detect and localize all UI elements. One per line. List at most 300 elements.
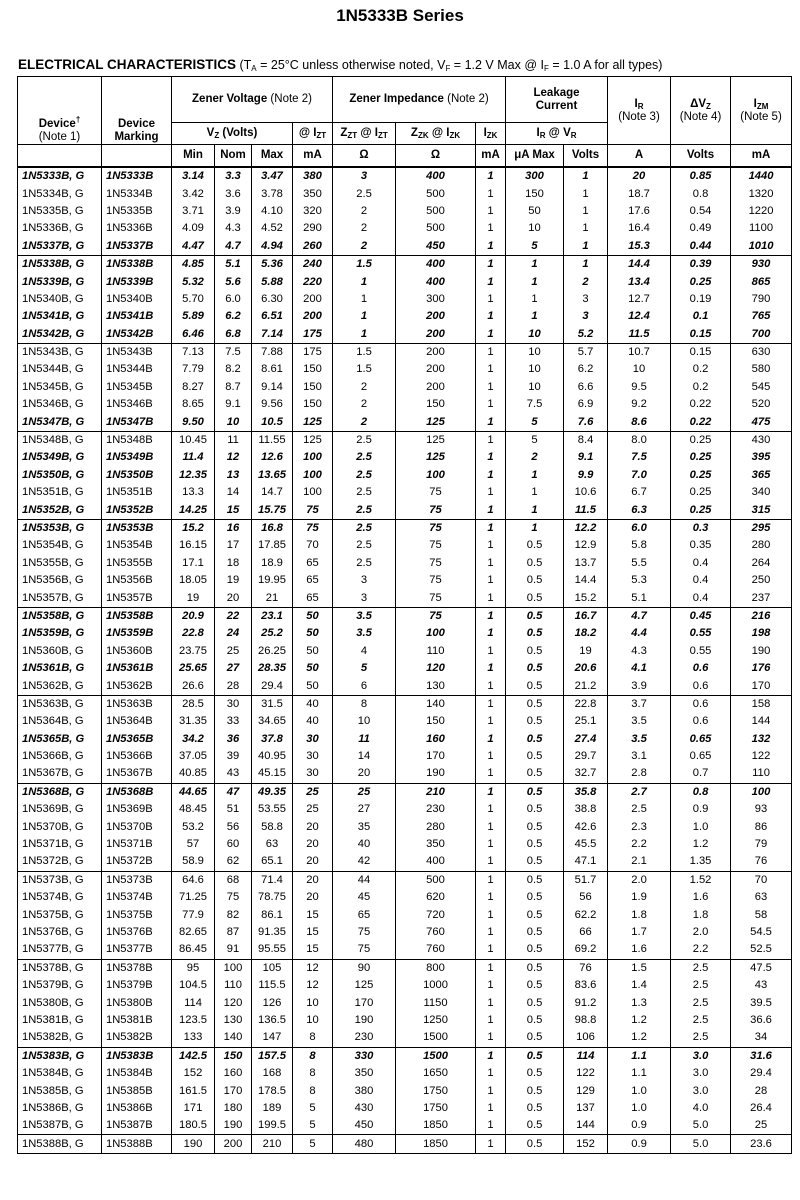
cell-zzk: 140 xyxy=(396,695,476,713)
table-row xyxy=(18,660,792,677)
cell-vz-max: 95.55 xyxy=(252,941,293,959)
cell-izk: 1 xyxy=(476,765,506,783)
table-row xyxy=(18,1117,792,1135)
cell-izt: 70 xyxy=(293,537,333,554)
cell-marking: 1N5342B xyxy=(102,326,172,344)
cell-vz-min: 95 xyxy=(172,959,215,977)
cell-vz-min: 142.5 xyxy=(172,1047,215,1065)
cell-zzt: 2 xyxy=(333,238,396,256)
cell-device: 1N5375B, G xyxy=(18,906,102,923)
cell-dvz: 0.8 xyxy=(671,783,731,801)
cell-zzt: 125 xyxy=(333,977,396,994)
cell-vz-nom: 200 xyxy=(215,1135,252,1153)
cell-ir-ua: 0.5 xyxy=(506,871,564,889)
cell-vz-min: 5.70 xyxy=(172,291,215,308)
cell-izt: 65 xyxy=(293,589,333,607)
cell-ir-a: 1.1 xyxy=(608,1065,671,1082)
cell-ir-ua: 1 xyxy=(506,308,564,325)
cell-ir-a: 12.7 xyxy=(608,291,671,308)
cell-ir-ua: 0.5 xyxy=(506,853,564,871)
cell-dvz: 0.2 xyxy=(671,379,731,396)
cell-dvz: 0.15 xyxy=(671,326,731,344)
cell-ir-a: 3.1 xyxy=(608,748,671,765)
cell-marking: 1N5385B xyxy=(102,1082,172,1099)
cell-ir-a: 9.2 xyxy=(608,396,671,413)
cell-ir-ua: 0.5 xyxy=(506,1047,564,1065)
cell-vz-max: 189 xyxy=(252,1100,293,1117)
cell-device: 1N5387B, G xyxy=(18,1117,102,1135)
cell-ir-ua: 0.5 xyxy=(506,625,564,642)
cell-vz-nom: 7.5 xyxy=(215,343,252,361)
cell-vz-nom: 19 xyxy=(215,572,252,589)
cell-izk: 1 xyxy=(476,555,506,572)
cell-izt: 50 xyxy=(293,643,333,660)
cell-marking: 1N5362B xyxy=(102,677,172,695)
cell-vr: 66 xyxy=(564,924,608,941)
cell-marking: 1N5377B xyxy=(102,941,172,959)
cell-vz-max: 10.5 xyxy=(252,413,293,431)
cell-device: 1N5360B, G xyxy=(18,643,102,660)
cell-ir-a: 1.2 xyxy=(608,1029,671,1047)
cell-ir-ua: 1 xyxy=(506,467,564,484)
cell-vz-max: 157.5 xyxy=(252,1047,293,1065)
cell-vz-nom: 16 xyxy=(215,519,252,537)
unit-izk: mA xyxy=(476,145,506,168)
cell-zzt: 2.5 xyxy=(333,185,396,202)
header-ir: $I_R$ (Note 3) xyxy=(608,77,671,145)
cell-vz-nom: 4.3 xyxy=(215,220,252,237)
cell-izk: 1 xyxy=(476,572,506,589)
cell-izt: 20 xyxy=(293,871,333,889)
cell-izk: 1 xyxy=(476,238,506,256)
cell-ir-a: 10 xyxy=(608,361,671,378)
cell-vr: 6.9 xyxy=(564,396,608,413)
page-title: 1N5333B Series xyxy=(336,6,464,25)
cell-vr: 106 xyxy=(564,1029,608,1047)
cell-vz-nom: 170 xyxy=(215,1082,252,1099)
cell-izt: 50 xyxy=(293,607,333,625)
cell-zzt: 10 xyxy=(333,713,396,730)
table-row xyxy=(18,501,792,519)
table-row xyxy=(18,871,792,889)
cell-izm: 25 xyxy=(731,1117,792,1135)
cell-izk: 1 xyxy=(476,519,506,537)
cell-vr: 45.5 xyxy=(564,836,608,853)
cell-marking: 1N5336B xyxy=(102,220,172,237)
cell-zzk: 200 xyxy=(396,343,476,361)
cell-izm: 340 xyxy=(731,484,792,501)
cell-vr: 14.4 xyxy=(564,572,608,589)
cell-izk: 1 xyxy=(476,1117,506,1135)
cell-izk: 1 xyxy=(476,713,506,730)
table-row xyxy=(18,238,792,256)
cell-izk: 1 xyxy=(476,871,506,889)
cell-izt: 25 xyxy=(293,801,333,818)
cell-izm: 52.5 xyxy=(731,941,792,959)
cell-device: 1N5363B, G xyxy=(18,695,102,713)
table-row xyxy=(18,589,792,607)
cell-izm: 430 xyxy=(731,431,792,449)
cell-vz-min: 77.9 xyxy=(172,906,215,923)
header-ir-at-vr: $I_R$ @ $V_R$ xyxy=(506,123,608,145)
cell-izt: 40 xyxy=(293,713,333,730)
cell-dvz: 1.8 xyxy=(671,906,731,923)
cell-ir-a: 10.7 xyxy=(608,343,671,361)
cell-izm: 930 xyxy=(731,255,792,273)
cell-marking: 1N5337B xyxy=(102,238,172,256)
cell-ir-a: 14.4 xyxy=(608,255,671,273)
cell-device: 1N5355B, G xyxy=(18,555,102,572)
cell-dvz: 0.55 xyxy=(671,625,731,642)
unit-vr: Volts xyxy=(564,145,608,168)
cell-vz-max: 6.51 xyxy=(252,308,293,325)
cell-izt: 12 xyxy=(293,959,333,977)
cell-vz-nom: 130 xyxy=(215,1012,252,1029)
cell-izk: 1 xyxy=(476,501,506,519)
cell-izm: 237 xyxy=(731,589,792,607)
cell-marking: 1N5371B xyxy=(102,836,172,853)
cell-vz-nom: 3.3 xyxy=(215,167,252,185)
cell-ir-ua: 1 xyxy=(506,484,564,501)
cell-vz-nom: 120 xyxy=(215,994,252,1011)
cell-ir-a: 5.8 xyxy=(608,537,671,554)
cell-ir-a: 17.6 xyxy=(608,203,671,220)
cell-izm: 100 xyxy=(731,783,792,801)
cell-izt: 320 xyxy=(293,203,333,220)
cell-ir-ua: 0.5 xyxy=(506,959,564,977)
cell-ir-a: 1.2 xyxy=(608,1012,671,1029)
cell-vr: 7.6 xyxy=(564,413,608,431)
cell-vz-max: 178.5 xyxy=(252,1082,293,1099)
cell-vr: 51.7 xyxy=(564,871,608,889)
cell-vz-max: 136.5 xyxy=(252,1012,293,1029)
cell-zzt: 20 xyxy=(333,765,396,783)
cell-vz-max: 31.5 xyxy=(252,695,293,713)
cell-izm: 190 xyxy=(731,643,792,660)
cell-zzt: 6 xyxy=(333,677,396,695)
cell-marking: 1N5360B xyxy=(102,643,172,660)
cell-izk: 1 xyxy=(476,906,506,923)
cell-vz-min: 180.5 xyxy=(172,1117,215,1135)
cell-vz-min: 123.5 xyxy=(172,1012,215,1029)
cell-ir-a: 7.5 xyxy=(608,449,671,466)
cell-marking: 1N5339B xyxy=(102,273,172,290)
cell-device: 1N5383B, G xyxy=(18,1047,102,1065)
cell-vr: 122 xyxy=(564,1065,608,1082)
cell-zzk: 1750 xyxy=(396,1082,476,1099)
cell-vz-max: 5.88 xyxy=(252,273,293,290)
cell-izm: 34 xyxy=(731,1029,792,1047)
cell-izm: 26.4 xyxy=(731,1100,792,1117)
cell-izk: 1 xyxy=(476,977,506,994)
cell-device: 1N5365B, G xyxy=(18,731,102,748)
cell-ir-ua: 0.5 xyxy=(506,994,564,1011)
table-row xyxy=(18,677,792,695)
cell-marking: 1N5363B xyxy=(102,695,172,713)
cell-zzk: 190 xyxy=(396,765,476,783)
cell-vz-min: 19 xyxy=(172,589,215,607)
cell-izm: 76 xyxy=(731,853,792,871)
cell-izm: 295 xyxy=(731,519,792,537)
cell-izm: 176 xyxy=(731,660,792,677)
cell-izm: 395 xyxy=(731,449,792,466)
cell-vz-nom: 91 xyxy=(215,941,252,959)
cell-izk: 1 xyxy=(476,924,506,941)
cell-marking: 1N5347B xyxy=(102,413,172,431)
cell-izk: 1 xyxy=(476,361,506,378)
cell-izm: 1010 xyxy=(731,238,792,256)
cell-device: 1N5380B, G xyxy=(18,994,102,1011)
cell-ir-ua: 0.5 xyxy=(506,1100,564,1117)
cell-vr: 137 xyxy=(564,1100,608,1117)
caption-cond-open: (T xyxy=(236,58,252,72)
cell-ir-a: 3.5 xyxy=(608,713,671,730)
cell-zzk: 1500 xyxy=(396,1047,476,1065)
cell-vz-min: 15.2 xyxy=(172,519,215,537)
cell-ir-a: 3.5 xyxy=(608,731,671,748)
header-izm: $I_{ZM}$ (Note 5) xyxy=(731,77,792,145)
cell-izk: 1 xyxy=(476,695,506,713)
cell-vz-max: 7.14 xyxy=(252,326,293,344)
cell-vz-min: 22.8 xyxy=(172,625,215,642)
cell-izk: 1 xyxy=(476,273,506,290)
cell-vz-max: 7.88 xyxy=(252,343,293,361)
cell-zzk: 75 xyxy=(396,589,476,607)
cell-vz-max: 71.4 xyxy=(252,871,293,889)
cell-zzt: 2 xyxy=(333,220,396,237)
cell-marking: 1N5349B xyxy=(102,449,172,466)
cell-izk: 1 xyxy=(476,783,506,801)
cell-vz-max: 4.10 xyxy=(252,203,293,220)
cell-vz-min: 8.27 xyxy=(172,379,215,396)
cell-dvz: 0.9 xyxy=(671,801,731,818)
cell-vz-nom: 9.1 xyxy=(215,396,252,413)
cell-izm: 365 xyxy=(731,467,792,484)
cell-ir-a: 2.0 xyxy=(608,871,671,889)
cell-marking: 1N5352B xyxy=(102,501,172,519)
cell-ir-a: 20 xyxy=(608,167,671,185)
cell-vz-min: 171 xyxy=(172,1100,215,1117)
cell-zzt: 1 xyxy=(333,308,396,325)
cell-vz-nom: 190 xyxy=(215,1117,252,1135)
cell-ir-a: 8.0 xyxy=(608,431,671,449)
cell-zzt: 2 xyxy=(333,379,396,396)
cell-device: 1N5364B, G xyxy=(18,713,102,730)
cell-dvz: 0.65 xyxy=(671,748,731,765)
unit-nom: Nom xyxy=(215,145,252,168)
cell-ir-a: 4.4 xyxy=(608,625,671,642)
cell-ir-a: 1.0 xyxy=(608,1100,671,1117)
cell-device: 1N5352B, G xyxy=(18,501,102,519)
cell-marking: 1N5338B xyxy=(102,255,172,273)
cell-vz-max: 23.1 xyxy=(252,607,293,625)
cell-vz-min: 57 xyxy=(172,836,215,853)
cell-ir-a: 15.3 xyxy=(608,238,671,256)
cell-izk: 1 xyxy=(476,589,506,607)
cell-izk: 1 xyxy=(476,167,506,185)
cell-marking: 1N5368B xyxy=(102,783,172,801)
cell-zzt: 2.5 xyxy=(333,519,396,537)
cell-zzk: 200 xyxy=(396,308,476,325)
cell-ir-ua: 0.5 xyxy=(506,713,564,730)
cell-zzk: 400 xyxy=(396,273,476,290)
cell-izm: 1320 xyxy=(731,185,792,202)
cell-izk: 1 xyxy=(476,203,506,220)
cell-vz-max: 26.25 xyxy=(252,643,293,660)
cell-dvz: 2.0 xyxy=(671,924,731,941)
cell-marking: 1N5350B xyxy=(102,467,172,484)
cell-marking: 1N5369B xyxy=(102,801,172,818)
header-zener-voltage: Zener Voltage (Note 2) xyxy=(172,77,333,123)
cell-izk: 1 xyxy=(476,1082,506,1099)
cell-vz-max: 199.5 xyxy=(252,1117,293,1135)
cell-vr: 1 xyxy=(564,167,608,185)
table-row xyxy=(18,818,792,835)
cell-ir-ua: 0.5 xyxy=(506,695,564,713)
table-row xyxy=(18,607,792,625)
cell-dvz: 3.0 xyxy=(671,1065,731,1082)
cell-zzt: 2.5 xyxy=(333,449,396,466)
cell-zzk: 160 xyxy=(396,731,476,748)
cell-marking: 1N5346B xyxy=(102,396,172,413)
cell-izk: 1 xyxy=(476,1012,506,1029)
cell-izm: 580 xyxy=(731,361,792,378)
cell-ir-ua: 0.5 xyxy=(506,677,564,695)
cell-vr: 152 xyxy=(564,1135,608,1153)
cell-vr: 6.2 xyxy=(564,361,608,378)
cell-vz-min: 26.6 xyxy=(172,677,215,695)
cell-device: 1N5384B, G xyxy=(18,1065,102,1082)
cell-ir-a: 2.7 xyxy=(608,783,671,801)
cell-izm: 1220 xyxy=(731,203,792,220)
cell-vz-max: 53.55 xyxy=(252,801,293,818)
cell-ir-a: 6.0 xyxy=(608,519,671,537)
cell-device: 1N5334B, G xyxy=(18,185,102,202)
cell-vr: 20.6 xyxy=(564,660,608,677)
cell-vz-min: 28.5 xyxy=(172,695,215,713)
cell-vr: 27.4 xyxy=(564,731,608,748)
cell-izm: 765 xyxy=(731,308,792,325)
cell-ir-ua: 0.5 xyxy=(506,643,564,660)
cell-izt: 8 xyxy=(293,1029,333,1047)
cell-vr: 6.6 xyxy=(564,379,608,396)
cell-zzt: 3.5 xyxy=(333,625,396,642)
cell-zzk: 800 xyxy=(396,959,476,977)
cell-zzk: 150 xyxy=(396,713,476,730)
cell-marking: 1N5383B xyxy=(102,1047,172,1065)
cell-zzk: 1650 xyxy=(396,1065,476,1082)
cell-zzt: 3 xyxy=(333,167,396,185)
table-row xyxy=(18,1065,792,1082)
cell-marking: 1N5367B xyxy=(102,765,172,783)
cell-ir-ua: 5 xyxy=(506,431,564,449)
cell-vz-nom: 28 xyxy=(215,677,252,695)
cell-ir-a: 4.3 xyxy=(608,643,671,660)
cell-device: 1N5341B, G xyxy=(18,308,102,325)
cell-vr: 91.2 xyxy=(564,994,608,1011)
cell-izm: 29.4 xyxy=(731,1065,792,1082)
table-row xyxy=(18,379,792,396)
cell-marking: 1N5341B xyxy=(102,308,172,325)
cell-marking: 1N5340B xyxy=(102,291,172,308)
cell-vz-min: 6.46 xyxy=(172,326,215,344)
cell-vz-nom: 82 xyxy=(215,906,252,923)
cell-zzk: 760 xyxy=(396,924,476,941)
cell-vz-min: 3.42 xyxy=(172,185,215,202)
cell-vz-max: 115.5 xyxy=(252,977,293,994)
cell-vz-nom: 22 xyxy=(215,607,252,625)
cell-dvz: 0.22 xyxy=(671,396,731,413)
cell-izt: 125 xyxy=(293,413,333,431)
header-delta-vz: $\Delta V_Z$ (Note 4) xyxy=(671,77,731,145)
cell-vz-nom: 30 xyxy=(215,695,252,713)
cell-vr: 1 xyxy=(564,238,608,256)
table-row xyxy=(18,519,792,537)
cell-vz-max: 12.6 xyxy=(252,449,293,466)
cell-zzt: 75 xyxy=(333,924,396,941)
cell-vz-max: 63 xyxy=(252,836,293,853)
cell-zzk: 110 xyxy=(396,643,476,660)
cell-vr: 10.6 xyxy=(564,484,608,501)
cell-marking: 1N5378B xyxy=(102,959,172,977)
cell-vz-nom: 87 xyxy=(215,924,252,941)
cell-izm: 144 xyxy=(731,713,792,730)
cell-vz-min: 48.45 xyxy=(172,801,215,818)
cell-izt: 350 xyxy=(293,185,333,202)
table-row xyxy=(18,713,792,730)
cell-izk: 1 xyxy=(476,625,506,642)
cell-device: 1N5346B, G xyxy=(18,396,102,413)
cell-izt: 20 xyxy=(293,853,333,871)
cell-vz-nom: 160 xyxy=(215,1065,252,1082)
cell-vz-min: 11.4 xyxy=(172,449,215,466)
cell-ir-ua: 1 xyxy=(506,273,564,290)
cell-zzt: 44 xyxy=(333,871,396,889)
cell-device: 1N5376B, G xyxy=(18,924,102,941)
cell-vr: 56 xyxy=(564,889,608,906)
cell-vz-nom: 4.7 xyxy=(215,238,252,256)
header-izk: $I_{ZK}$ xyxy=(476,123,506,145)
cell-device: 1N5349B, G xyxy=(18,449,102,466)
cell-vz-min: 86.45 xyxy=(172,941,215,959)
cell-ir-ua: 5 xyxy=(506,413,564,431)
cell-izt: 100 xyxy=(293,467,333,484)
table-row xyxy=(18,625,792,642)
cell-zzk: 75 xyxy=(396,537,476,554)
cell-zzk: 400 xyxy=(396,167,476,185)
cell-izm: 79 xyxy=(731,836,792,853)
cell-vz-min: 104.5 xyxy=(172,977,215,994)
cell-izk: 1 xyxy=(476,889,506,906)
cell-vz-max: 49.35 xyxy=(252,783,293,801)
cell-ir-ua: 0.5 xyxy=(506,555,564,572)
table-row xyxy=(18,273,792,290)
cell-zzk: 620 xyxy=(396,889,476,906)
cell-vz-min: 40.85 xyxy=(172,765,215,783)
cell-izm: 93 xyxy=(731,801,792,818)
header-zzt-at-izt: $Z_{ZT}$ @ $I_{ZT}$ xyxy=(333,123,396,145)
cell-vz-nom: 100 xyxy=(215,959,252,977)
cell-dvz: 0.1 xyxy=(671,308,731,325)
cell-device: 1N5359B, G xyxy=(18,625,102,642)
cell-zzt: 42 xyxy=(333,853,396,871)
cell-device: 1N5370B, G xyxy=(18,818,102,835)
cell-izm: 63 xyxy=(731,889,792,906)
cell-zzt: 1 xyxy=(333,273,396,290)
cell-ir-ua: 0.5 xyxy=(506,1029,564,1047)
cell-zzk: 75 xyxy=(396,484,476,501)
cell-device: 1N5351B, G xyxy=(18,484,102,501)
